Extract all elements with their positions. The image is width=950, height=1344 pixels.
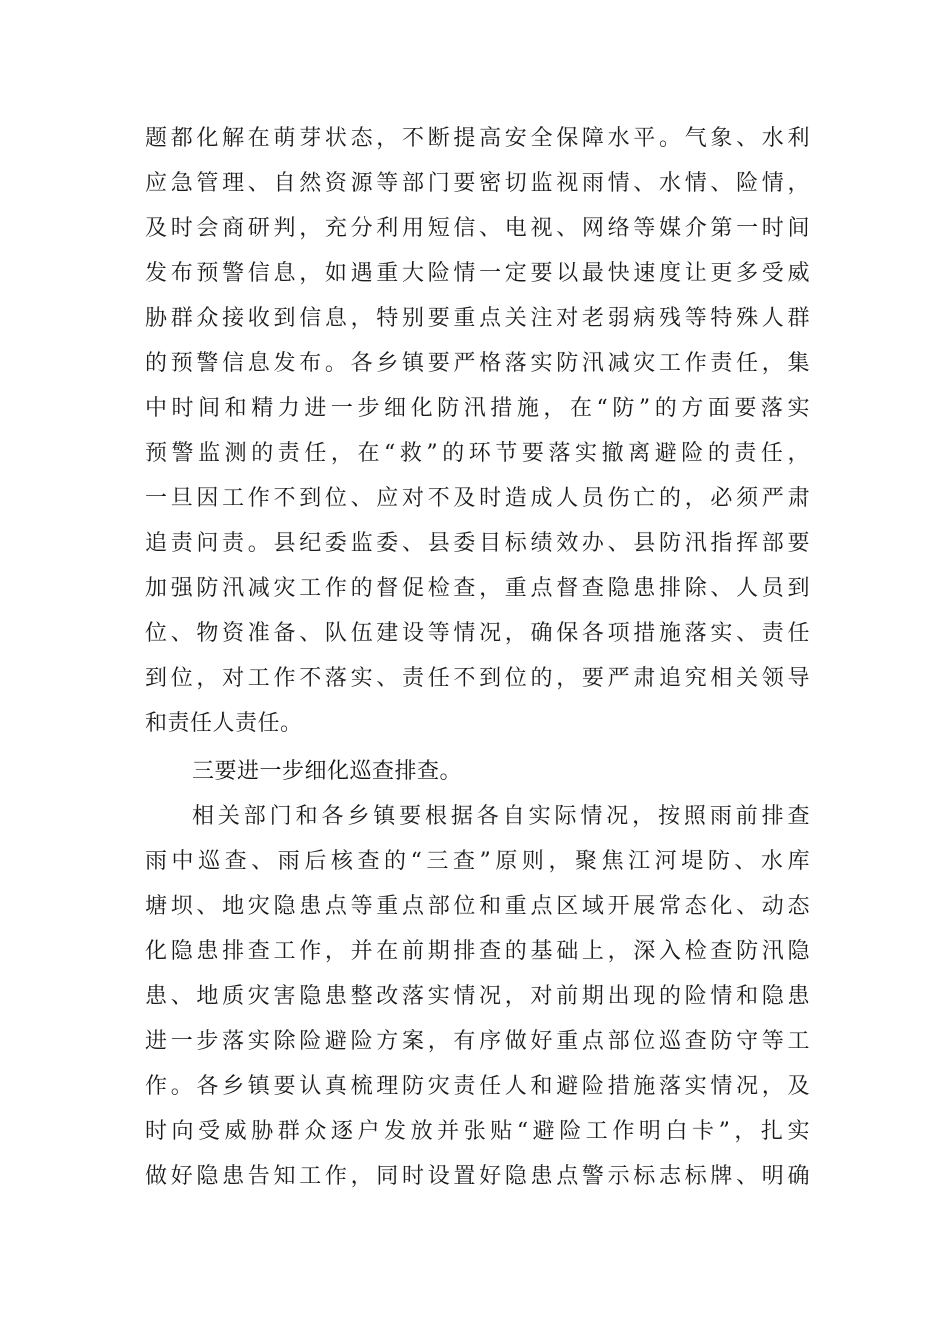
text-line: 及时会商研判，充分利用短信、电视、网络等媒介第一时间 [145, 216, 810, 241]
text-line: 的预警信息发布。各乡镇要严格落实防汛减灾工作责任，集 [145, 351, 810, 376]
text-line: 题都化解在萌芽状态，不断提高安全保障水平。气象、水利 [145, 126, 810, 151]
text-line: 进一步落实除险避险方案，有序做好重点部位巡查防守等工 [145, 1029, 810, 1054]
text-line: 患、地质灾害隐患整改落实情况，对前期出现的险情和隐患 [145, 984, 810, 1009]
text-line: 位、物资准备、队伍建设等情况，确保各项措施落实、责任 [145, 621, 810, 646]
text-line: 应急管理、自然资源等部门要密切监视雨情、水情、险情， [145, 171, 810, 196]
text-line: 加强防汛减灾工作的督促检查，重点督查隐患排除、人员到 [145, 576, 810, 601]
text-line: 做好隐患告知工作，同时设置好隐患点警示标志标牌、明确 [145, 1164, 810, 1189]
text-line: 雨中巡查、雨后核查的“三查”原则，聚焦江河堤防、水库 [145, 849, 810, 874]
text-line: 相关部门和各乡镇要根据各自实际情况，按照雨前排查 [192, 804, 810, 829]
text-line: 时向受威胁群众逐户发放并张贴“避险工作明白卡”，扎实 [145, 1119, 810, 1144]
text-line: 追责问责。县纪委监委、县委目标绩效办、县防汛指挥部要 [145, 531, 810, 556]
text-line: 塘坝、地灾隐患点等重点部位和重点区域开展常态化、动态 [145, 894, 810, 919]
text-line: 胁群众接收到信息，特别要重点关注对老弱病残等特殊人群 [145, 306, 810, 331]
text-line: 中时间和精力进一步细化防汛措施，在“防”的方面要落实 [145, 396, 810, 421]
section-heading: 三要进一步细化巡查排查。 [192, 759, 463, 784]
text-line: 到位，对工作不落实、责任不到位的，要严肃追究相关领导 [145, 666, 810, 691]
text-line: 和责任人责任。 [145, 711, 303, 736]
text-line: 化隐患排查工作，并在前期排查的基础上，深入检查防汛隐 [145, 939, 810, 964]
text-line: 作。各乡镇要认真梳理防灾责任人和避险措施落实情况，及 [145, 1074, 810, 1099]
text-line: 发布预警信息，如遇重大险情一定要以最快速度让更多受威 [145, 261, 810, 286]
text-line: 预警监测的责任，在“救”的环节要落实撤离避险的责任， [145, 441, 810, 466]
text-line: 一旦因工作不到位、应对不及时造成人员伤亡的，必须严肃 [145, 486, 810, 511]
